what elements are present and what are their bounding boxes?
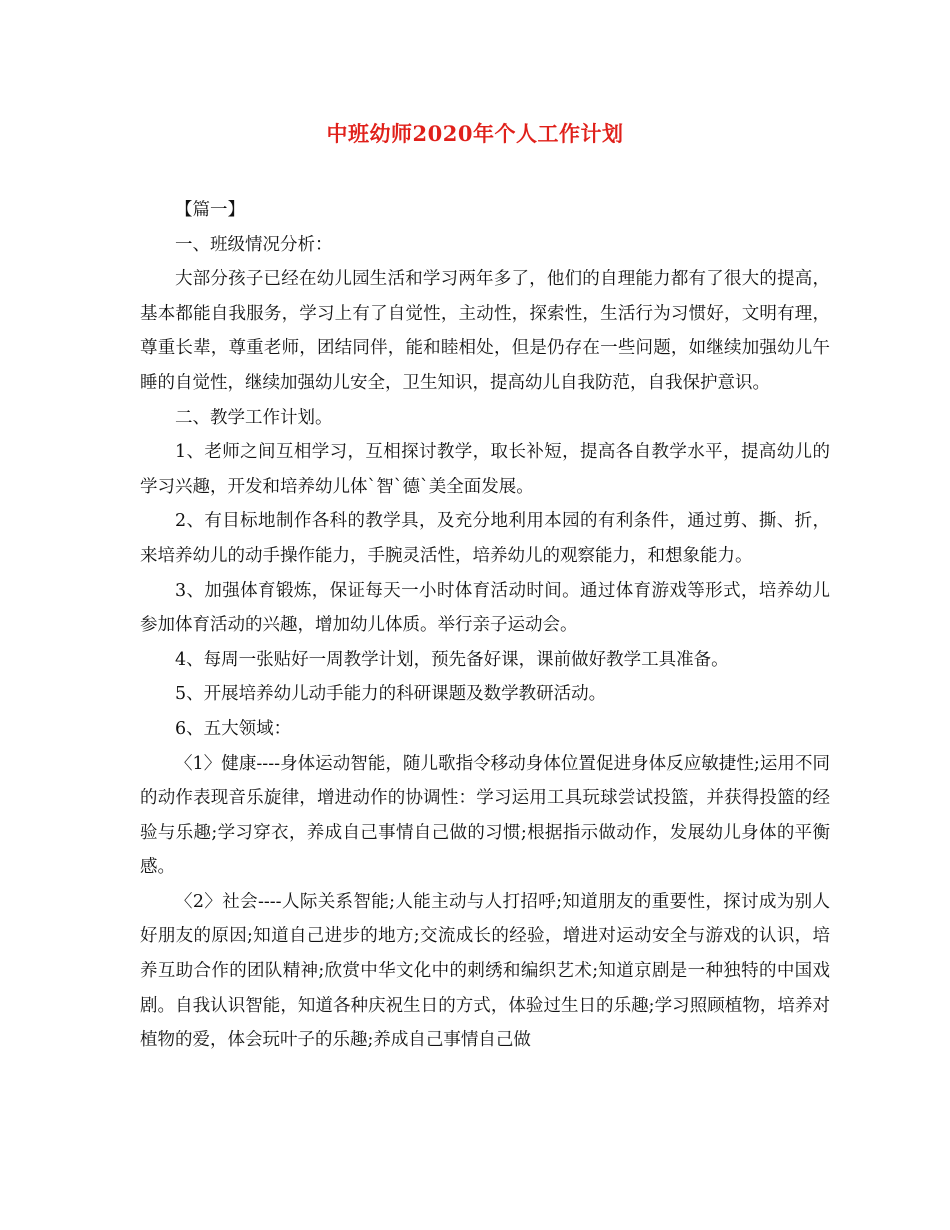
paragraph-item-5: 5、开展培养幼儿动手能力的科研课题及数学教研活动。 <box>175 684 607 705</box>
paragraph-class-analysis: 大部分孩子已经在幼儿园生活和学习两年多了，他们的自理能力都有了很大的提高，基本都能自我服务，学习上有了自觉性，主动性，探索性，生活行为习惯好，文明有理，尊重长辈，尊重老师，团结同伴，能和睦相处，但是仍存在一些问题，如继续加强幼儿午睡的自觉性，继续加强幼儿安全，卫生知识，提高幼儿自我防范，自我保护意识。 <box>140 269 830 393</box>
heading-class-analysis: 一、班级情况分析： <box>175 234 333 255</box>
paragraph-item-3: 3、加强体育锻炼，保证每天一小时体育活动时间。通过体育游戏等形式，培养幼儿参加体育活动的兴趣，增加幼儿体质。举行亲子运动会。 <box>140 580 830 636</box>
section-tag: 【篇一】 <box>175 200 245 220</box>
paragraph-item-6: 6、五大领域： <box>175 718 292 739</box>
document-body <box>140 193 830 1058</box>
heading-teaching-plan: 二、教学工作计划。 <box>175 407 333 428</box>
paragraph-society: 〈2〉社会----人际关系智能;人能主动与人打招呼;知道朋友的重要性，探讨成为别人好朋友的原因;知道自己进步的地方;交流成长的经验，增进对运动安全与游戏的认识，培养互助合作的团队精神;欣赏中华文化中的刺绣和编织艺术;知道京剧是一种独特的中国戏剧。自我认识智能，知道各种庆祝生日的方式，体验过生日的乐趣;学习照顾植物，培养对植物的爱，体会玩叶子的乐趣;养成自己事情自己做 <box>140 891 830 1051</box>
document-title: 中班幼师2020年个人工作计划 <box>326 121 624 146</box>
paragraph-item-4: 4、每周一张贴好一周教学计划，预先备好课，课前做好教学工具准备。 <box>175 649 729 670</box>
paragraph-item-1: 1、老师之间互相学习，互相探讨教学，取长补短，提高各自教学水平，提高幼儿的学习兴趣，开发和培养幼儿体`智`德`美全面发展。 <box>140 442 830 497</box>
paragraph-health: 〈1〉健康----身体运动智能，随儿歌指令移动身体位置促进身体反应敏捷性;运用不同的动作表现音乐旋律，增进动作的协调性：学习运用工具玩球尝试投篮，并获得投篮的经验与乐趣;学习穿衣，养成自己事情自己做的习惯;根据指示做动作，发展幼儿身体的平衡感。 <box>140 753 830 878</box>
paragraph-item-2: 2、有目标地制作各科的教学具，及充分地利用本园的有利条件，通过剪、撕、折，来培养幼儿的动手操作能力，手腕灵活性，培养幼儿的观察能力，和想象能力。 <box>140 511 830 566</box>
